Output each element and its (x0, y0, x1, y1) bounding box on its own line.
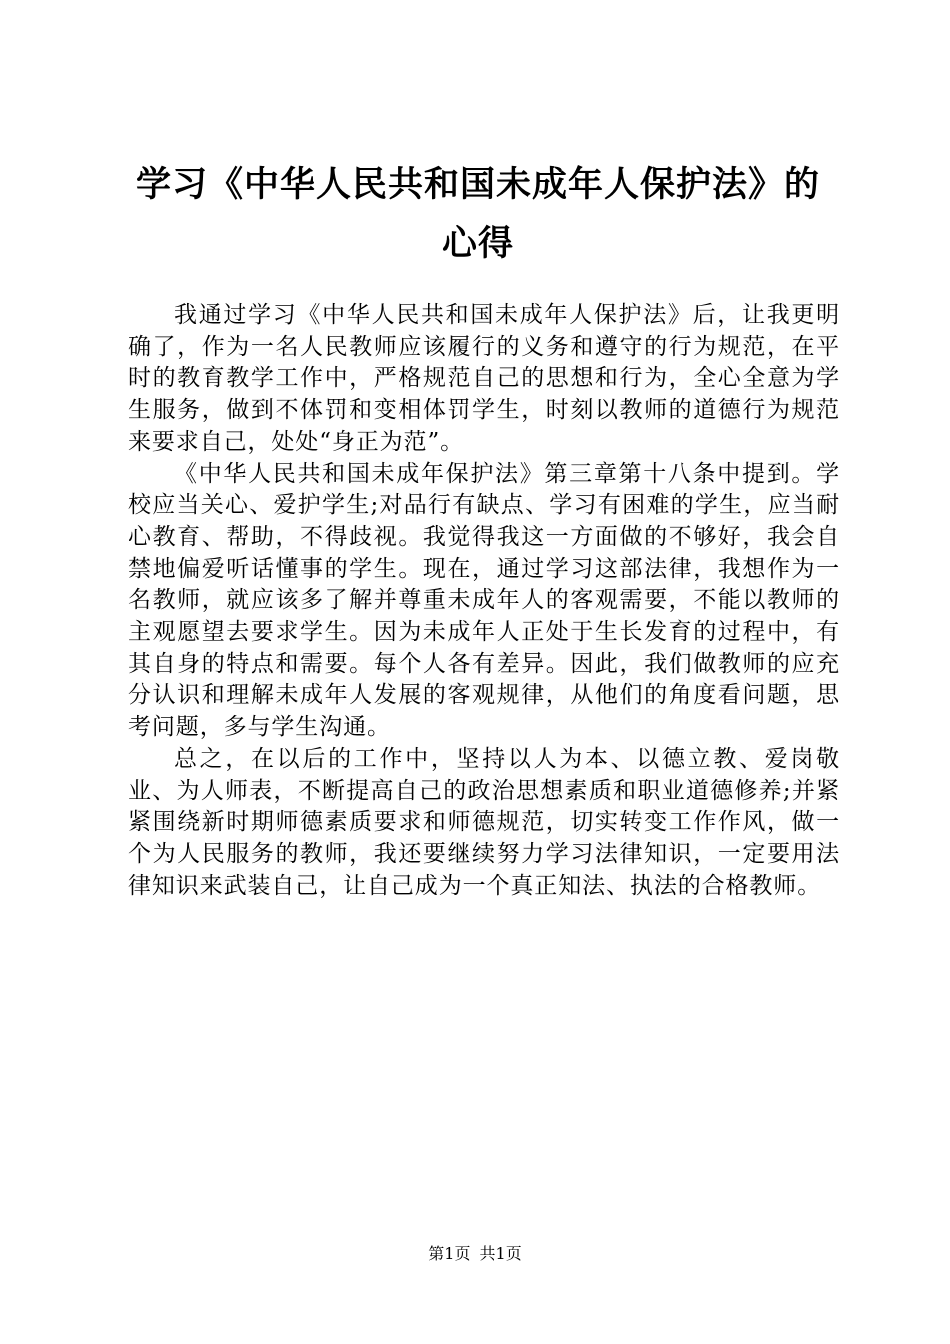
paragraph-3: 总之，在以后的工作中，坚持以人为本、以德立教、爱岗敬业、为人师表，不断提高自己的政治思想素质和职业道德修养;并紧紧围绕新时期师德素质要求和师德规范，切实转变工作作风，做一个为人民服务的教师，我还要继续努力学习法律知识，一定要用法律知识来武装自己，让自己成为一个真正知法、执法的合格教师。 (128, 745, 840, 899)
paragraph-1: 我通过学习《中华人民共和国未成年人保护法》后，让我更明确了，作为一名人民教师应该履行的义务和遵守的行为规范，在平时的教育教学工作中，严格规范自己的思想和行为，全心全意为学生服务，做到不体罚和变相体罚学生，时刻以教师的道德行为规范来要求自己，处处“身正为范”。 (128, 302, 840, 455)
paragraph-2: 《中华人民共和国未成年保护法》第三章第十八条中提到。学校应当关心、爱护学生;对品行有缺点、学习有困难的学生，应当耐心教育、帮助，不得歧视。我觉得我这一方面做的不够好，我会自禁地偏爱听话懂事的学生。现在，通过学习这部法律，我想作为一名教师，就应该多了解并尊重未成年人的客观需要，不能以教师的主观愿望去要求学生。因为未成年人正处于生长发育的过程中，有其自身的特点和需要。每个人各有差异。因此，我们做教师的应充分认识和理解未成年人发展的客观规律，从他们的角度看问题，思考问题，多与学生沟通。 (128, 460, 840, 741)
page-footer: 第1页 共1页 (428, 1244, 522, 1263)
document-body (128, 300, 840, 902)
document-title: 学习《中华人民共和国未成年人保护法》的心得 (135, 165, 820, 264)
